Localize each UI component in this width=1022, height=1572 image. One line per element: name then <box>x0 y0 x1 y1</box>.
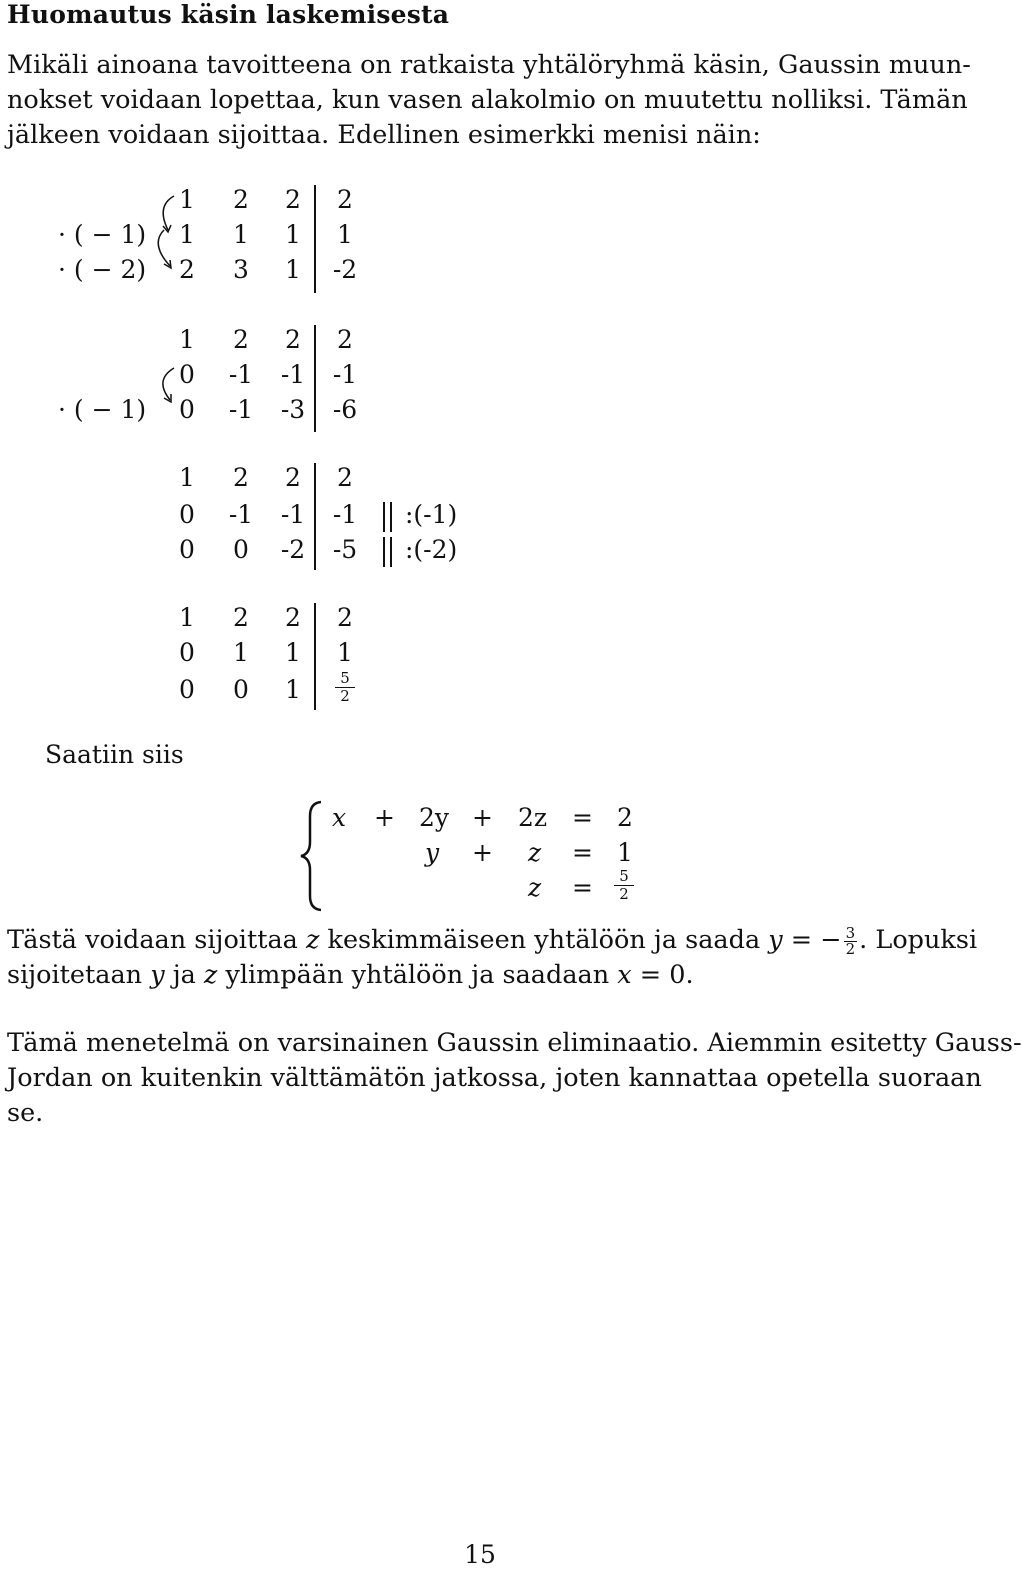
matrix-cell: 2 <box>285 185 301 214</box>
math-var: z <box>203 960 218 990</box>
operation-marker <box>383 537 385 567</box>
text: = 0. <box>631 960 694 990</box>
matrix-cell: 0 <box>179 535 195 564</box>
eq-term: y <box>425 838 440 867</box>
page-number: 15 <box>464 1540 496 1569</box>
matrix-cell: 1 <box>233 638 249 667</box>
matrix-cell: 2 <box>337 463 353 492</box>
intro-line-3: jälkeen voidaan sijoittaa. Edellinen esimerkki menisi näin: <box>7 120 761 150</box>
fraction-numerator: 5 <box>614 868 634 886</box>
text: ja <box>164 960 204 990</box>
section-heading: Huomautus käsin laskemisesta <box>7 0 450 29</box>
intro-line-2: nokset voidaan lopettaa, kun vasen alakolmio on muutettu nolliksi. Tämän <box>7 85 968 115</box>
eq-rhs: 2 <box>617 803 633 832</box>
conclusion-line-2 <box>7 958 953 993</box>
fraction-denominator: 2 <box>340 687 350 705</box>
text: ylimpään yhtälöön ja saadaan <box>217 960 618 990</box>
augmented-bar <box>314 325 316 432</box>
matrix-cell: 0 <box>179 360 195 389</box>
system-brace <box>297 800 325 912</box>
outro-line-3: se. <box>7 1098 44 1128</box>
matrix-cell: 0 <box>179 675 195 704</box>
eq-term: 2z <box>518 803 548 832</box>
eq-var: x <box>332 803 347 832</box>
matrix-cell: -1 <box>332 360 358 389</box>
matrix-cell: 2 <box>233 603 249 632</box>
matrix-cell: 1 <box>285 675 301 704</box>
matrix-cell: 3 <box>233 255 249 284</box>
matrix-cell: 0 <box>179 395 195 424</box>
eq-equals: = <box>572 803 593 832</box>
outro-line-2: Jordan on kuitenkin välttämätön jatkossa, joten kannattaa opetella suoraan <box>7 1063 982 1093</box>
matrix-cell: 2 <box>337 603 353 632</box>
matrix-cell: 1 <box>337 220 353 249</box>
matrix-cell: -6 <box>332 395 358 424</box>
fraction-denominator: 2 <box>619 885 629 903</box>
matrix-cell: 2 <box>285 603 301 632</box>
inline-fraction <box>844 923 858 958</box>
matrix-cell: 2 <box>233 463 249 492</box>
outro-line-1: Tämä menetelmä on varsinainen Gaussin eliminaatio. Aiemmin esitetty Gauss- <box>7 1028 1022 1058</box>
eq-term: z <box>528 838 542 867</box>
matrix-cell: -1 <box>228 500 254 529</box>
matrix-cell: -2 <box>280 535 306 564</box>
matrix-cell: 1 <box>179 185 195 214</box>
intro-line-1: Mikäli ainoana tavoitteena on ratkaista yhtälöryhmä käsin, Gaussin muun- <box>7 50 971 80</box>
eq-op: + <box>374 803 395 832</box>
fraction-cell <box>335 670 355 705</box>
math-var: x <box>617 960 632 990</box>
matrix-cell: 1 <box>179 463 195 492</box>
eq-rhs-fraction <box>614 868 634 903</box>
matrix-cell: -1 <box>228 360 254 389</box>
eq-equals: = <box>572 838 593 867</box>
matrix-cell: -1 <box>280 500 306 529</box>
operation-marker <box>383 502 385 532</box>
matrix-cell: 2 <box>285 325 301 354</box>
text: sijoitetaan <box>7 960 151 990</box>
matrix-cell: 1 <box>285 255 301 284</box>
matrix-cell: -2 <box>332 255 358 284</box>
fraction-denominator: 2 <box>845 939 856 958</box>
augmented-bar <box>314 185 316 293</box>
matrix-cell: 0 <box>233 675 249 704</box>
matrix-cell: 1 <box>179 603 195 632</box>
outro-paragraph <box>7 1026 1022 1131</box>
conclusion-line-1 <box>7 923 978 958</box>
eq-op: + <box>472 803 493 832</box>
math-var: y <box>768 925 783 955</box>
row-operation: :(-2) <box>405 535 458 564</box>
text: = − <box>782 925 842 955</box>
matrix-cell: 1 <box>285 638 301 667</box>
text: keskimmäiseen yhtälöön ja saada <box>319 925 769 955</box>
operation-marker <box>390 537 392 567</box>
row-multiplier: · ( − 2) <box>58 255 147 284</box>
math-var: z <box>305 925 320 955</box>
matrix-cell: -5 <box>332 535 358 564</box>
matrix-cell: 0 <box>233 535 249 564</box>
matrix-cell: -1 <box>332 500 358 529</box>
eq-rhs: 1 <box>617 838 633 867</box>
row-multiplier: · ( − 1) <box>58 220 147 249</box>
matrix-cell: 1 <box>179 220 195 249</box>
conclusion-paragraph <box>7 923 978 993</box>
matrix-cell: 1 <box>285 220 301 249</box>
matrix-cell: 2 <box>337 325 353 354</box>
matrix-cell: 1 <box>337 638 353 667</box>
fraction-numerator: 3 <box>845 923 856 942</box>
matrix-cell: -1 <box>228 395 254 424</box>
matrix-cell: -1 <box>280 360 306 389</box>
math-var: y <box>150 960 165 990</box>
matrix-cell: 0 <box>179 500 195 529</box>
operation-marker <box>390 502 392 532</box>
matrix-cell: 1 <box>233 220 249 249</box>
intro-paragraph <box>7 48 971 153</box>
matrix-cell: 2 <box>179 255 195 284</box>
augmented-bar <box>314 603 316 710</box>
matrix-cell: 2 <box>337 185 353 214</box>
saatiin-label: Saatiin siis <box>45 740 184 769</box>
matrix-cell: 1 <box>179 325 195 354</box>
matrix-cell: 2 <box>233 185 249 214</box>
matrix-cell: 2 <box>233 325 249 354</box>
matrix-cell: -3 <box>280 395 306 424</box>
augmented-bar <box>314 463 316 570</box>
row-operation: :(-1) <box>405 500 458 529</box>
text: Tästä voidaan sijoittaa <box>7 925 306 955</box>
matrix-cell: 0 <box>179 638 195 667</box>
fraction-numerator: 5 <box>335 670 355 688</box>
eq-op: + <box>472 838 493 867</box>
eq-term: 2y <box>419 803 450 832</box>
matrix-cell: 2 <box>285 463 301 492</box>
eq-term: z <box>528 873 542 902</box>
text: . Lopuksi <box>859 925 978 955</box>
eq-equals: = <box>572 873 593 902</box>
row-multiplier: · ( − 1) <box>58 395 147 424</box>
